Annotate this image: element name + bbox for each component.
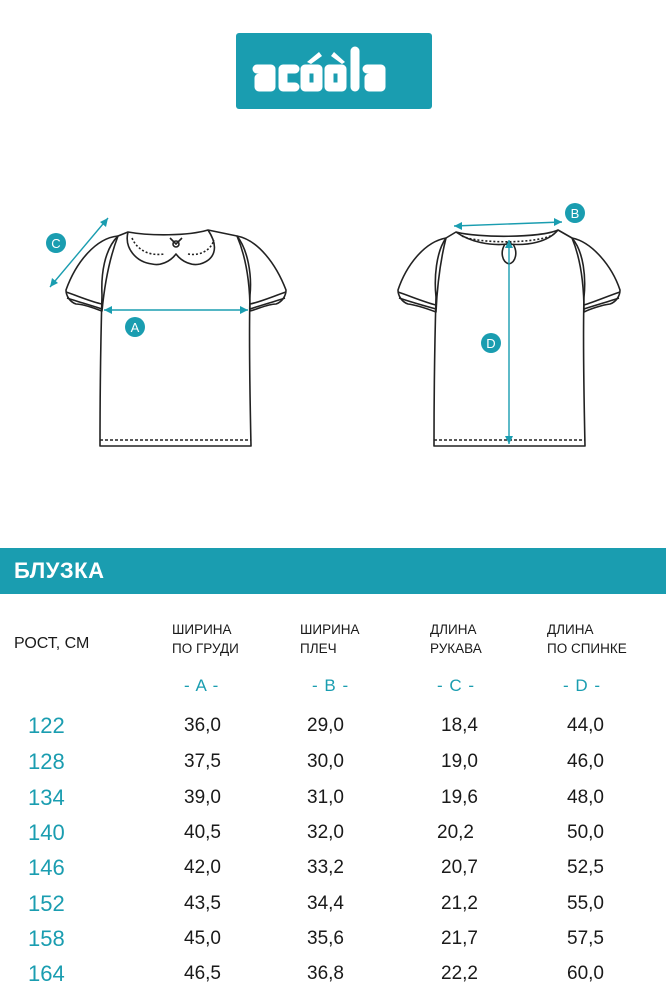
chest-cell: 39,0 bbox=[184, 787, 221, 808]
shoulders-cell: 36,8 bbox=[307, 963, 344, 984]
size-cell: 158 bbox=[28, 926, 65, 951]
back-length-cell: 52,5 bbox=[567, 857, 604, 878]
chest-cell: 45,0 bbox=[184, 928, 221, 949]
back-length-cell: 57,5 bbox=[567, 928, 604, 949]
size-cell: 128 bbox=[28, 749, 65, 774]
back-length-cell: 50,0 bbox=[567, 822, 604, 843]
table-row bbox=[0, 892, 666, 926]
garment-illustration bbox=[0, 190, 666, 460]
marker-a bbox=[125, 317, 145, 337]
chest-cell: 37,5 bbox=[184, 751, 221, 772]
shoulders-cell: 29,0 bbox=[307, 715, 344, 736]
chest-cell: 43,5 bbox=[184, 893, 221, 914]
column-letter-c: - C - bbox=[437, 676, 476, 695]
column-header-line: ДЛИНА bbox=[430, 622, 477, 637]
sleeve-cell: 20,2 bbox=[437, 822, 474, 843]
column-header-chest bbox=[172, 620, 239, 658]
column-header-line: РУКАВА bbox=[430, 641, 482, 656]
shoulders-cell: 32,0 bbox=[307, 822, 344, 843]
back-length-cell: 55,0 bbox=[567, 893, 604, 914]
column-header-line: ПО СПИНКЕ bbox=[547, 641, 627, 656]
size-column-header: РОСТ, СМ bbox=[14, 635, 90, 652]
column-header-line: ПЛЕЧ bbox=[300, 641, 337, 656]
shoulders-cell: 31,0 bbox=[307, 787, 344, 808]
column-header-line: ПО ГРУДИ bbox=[172, 641, 239, 656]
table-row bbox=[0, 714, 666, 748]
column-letter-d: - D - bbox=[563, 676, 602, 695]
back-length-cell: 44,0 bbox=[567, 715, 604, 736]
column-header-line: ШИРИНА bbox=[172, 622, 232, 637]
size-cell: 146 bbox=[28, 855, 65, 880]
column-header-sleeve bbox=[430, 620, 482, 658]
chest-cell: 46,5 bbox=[184, 963, 221, 984]
back-length-cell: 60,0 bbox=[567, 963, 604, 984]
column-header-line: ШИРИНА bbox=[300, 622, 360, 637]
shoulders-cell: 35,6 bbox=[307, 928, 344, 949]
column-header-line: ДЛИНА bbox=[547, 622, 594, 637]
size-cell: 152 bbox=[28, 891, 65, 916]
blouse-front-icon bbox=[66, 230, 286, 446]
column-header-back-length bbox=[547, 620, 627, 658]
sleeve-cell: 21,7 bbox=[441, 928, 478, 949]
product-title: БЛУЗКА bbox=[14, 558, 105, 583]
column-header-shoulders bbox=[300, 620, 360, 658]
size-cell: 140 bbox=[28, 820, 65, 845]
marker-c bbox=[46, 233, 66, 253]
table-row bbox=[0, 856, 666, 890]
back-length-cell: 48,0 bbox=[567, 787, 604, 808]
svg-text:D: D bbox=[486, 336, 496, 351]
chest-cell: 40,5 bbox=[184, 822, 221, 843]
shoulders-cell: 34,4 bbox=[307, 893, 344, 914]
table-row bbox=[0, 750, 666, 784]
svg-text:B: B bbox=[570, 206, 580, 221]
table-row bbox=[0, 786, 666, 820]
sleeve-cell: 22,2 bbox=[441, 963, 478, 984]
svg-text:C: C bbox=[51, 236, 61, 251]
sleeve-cell: 20,7 bbox=[441, 857, 478, 878]
sleeve-cell: 19,0 bbox=[441, 751, 478, 772]
product-title-banner bbox=[0, 548, 666, 594]
table-row bbox=[0, 962, 666, 996]
column-letter-a: - A - bbox=[184, 676, 220, 695]
column-letter-b: - B - bbox=[312, 676, 350, 695]
brand-logo bbox=[236, 33, 432, 109]
size-cell: 164 bbox=[28, 961, 65, 986]
chest-cell: 42,0 bbox=[184, 857, 221, 878]
marker-b bbox=[565, 203, 585, 223]
marker-d bbox=[481, 333, 501, 353]
sleeve-cell: 19,6 bbox=[441, 787, 478, 808]
sleeve-cell: 18,4 bbox=[441, 715, 478, 736]
acoola-logo-icon bbox=[249, 43, 419, 99]
size-cell: 122 bbox=[28, 713, 65, 738]
svg-text:A: A bbox=[130, 320, 140, 335]
sleeve-cell: 21,2 bbox=[441, 893, 478, 914]
shoulders-cell: 30,0 bbox=[307, 751, 344, 772]
shoulders-cell: 33,2 bbox=[307, 857, 344, 878]
back-length-cell: 46,0 bbox=[567, 751, 604, 772]
size-cell: 134 bbox=[28, 785, 65, 810]
table-row bbox=[0, 927, 666, 961]
chest-cell: 36,0 bbox=[184, 715, 221, 736]
table-row bbox=[0, 821, 666, 855]
